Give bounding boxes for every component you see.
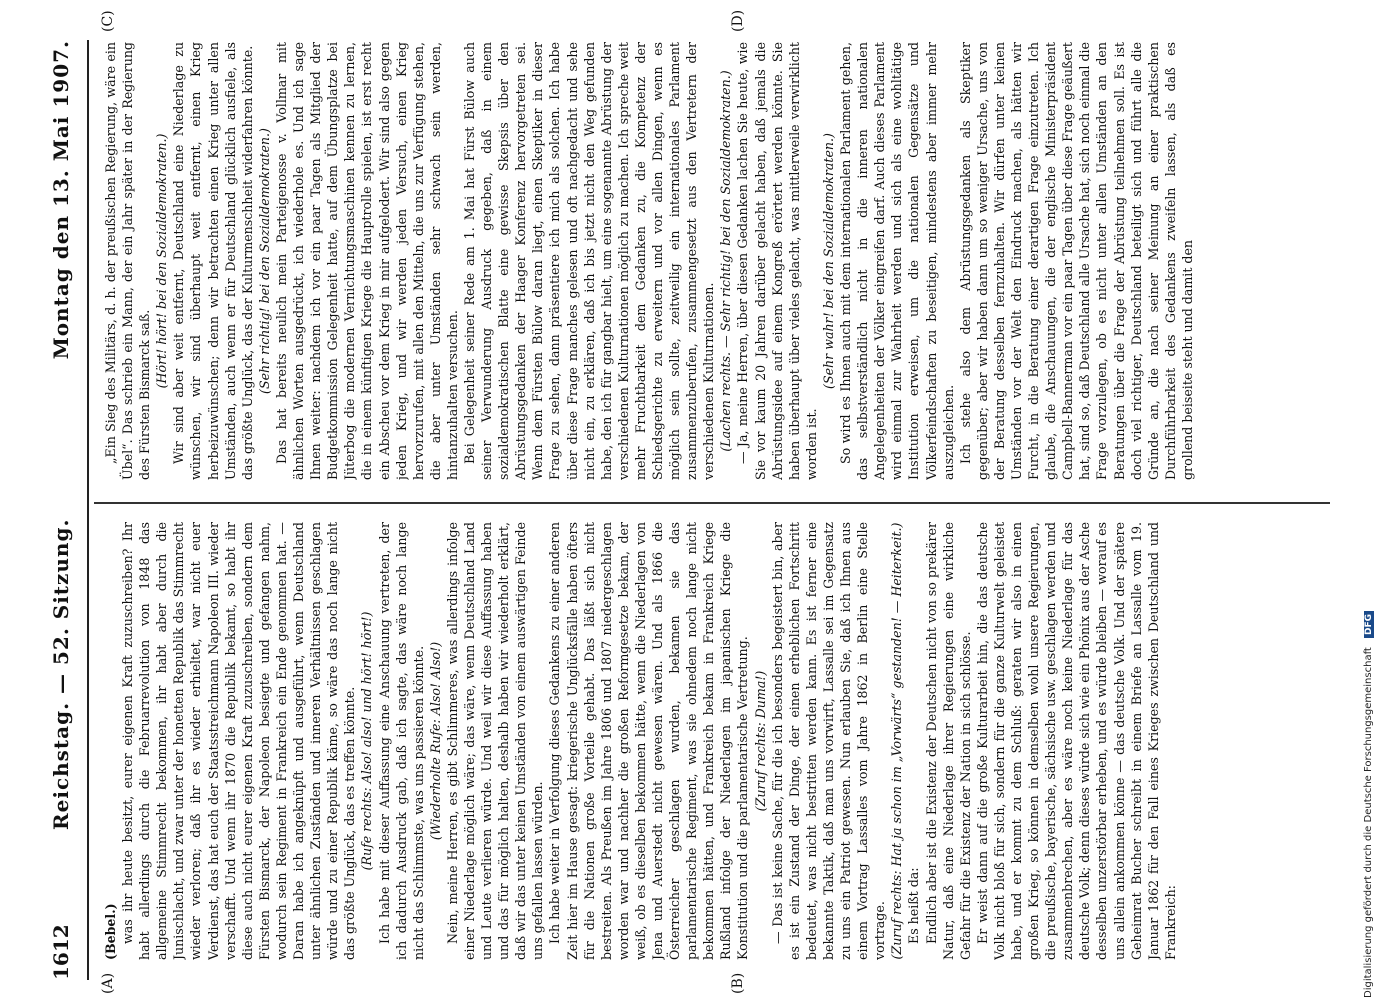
paragraph: Er weist dann auf die große Kulturarbeit hin, die das deutsche Volk nicht bloß für sich, sondern für die ganze Kulturwelt geleistet habe, und er kommt zu dem Schluß: geraten wir also in einen großen Krieg, so können in demselben wohl unsere Regierungen, die preußische, bayerische, sächsische usw. geschlagen werden und zusammenbrechen, aber es wäre noch keine Niederlage für das deutsche Volk; denn dieses würde sich wie ein Phönix aus der Asche desselben unzerstörbar erheben, und es würde bleiben — worauf es uns allein ankommen könne — das deutsche Volk. Und der spätere Geheimrat Bucher schreibt in einem Briefe an Lassalle vom 19. Januar 1862 für den Fall eines Krieges zwischen Deutschland und Frankreich: (974, 522, 1178, 960)
interjection: (Sehr wahr! bei den Sozialdemokraten.) (820, 133, 836, 389)
paragraph: Es heißt da: (906, 867, 922, 944)
text-column-right (102, 42, 1322, 480)
interjection: (Sehr richtig! bei den Sozialdemokraten.) (256, 128, 272, 394)
digitization-credit (1363, 18, 1377, 998)
column-divider (94, 502, 1330, 504)
margin-marker-a: (A) (100, 972, 116, 994)
paragraph: Endlich aber ist die Existenz der Deutschen nicht von so prekärer Natur, daß eine Niederlage ihrer Regierungen eine wirkliche Gefahr für die Existenz der Nation in sich schlösse. (923, 522, 973, 960)
margin-marker-d: (D) (730, 9, 746, 32)
speaker-label: (Bebel.) (103, 903, 118, 960)
paragraph: So wird es Ihnen auch mit dem internationalen Parlament gehen, das selbstverständlich nicht in die inneren nationalen Angelegenheiten der Völker eingreifen darf. Auch dieses Parlament wird einmal zur Wahrheit werden und sich als eine wohltätige Institution erweisen, um die nationalen Gegensätze und Völkerfeindschaften zu beseitigen, mindestens aber immer mehr auszugleichen. (838, 42, 956, 480)
page-header (35, 40, 89, 980)
interjection: (Zuruf rechts: Duma!) (752, 670, 768, 812)
interjection: (Wiederholte Rufe: Also! Also!) (427, 641, 443, 841)
paragraph: Wir sind aber weit entfernt, Deutschland eine Niederlage zu wünschen, wir sind überhaupt weit entfernt, einen Krieg herbeizuwünschen; denn wir betrachten einen Krieg unter allen Umständen, auch wenn er für Deutschland glücklich ausfiele, als das größte Unglück, das der Kulturmenschheit widerfahren könnte. (171, 42, 255, 480)
credit-text: Digitalisierung gefördert durch die Deutsche Forschungsgemeinschaft (1363, 647, 1374, 998)
paragraph: Ich stehe also dem Abrüstungsgedanken als Skeptiker gegenüber; aber wir haben dann um so weniger Ursache, uns von der Beratung desselben fernzuhalten. Wir dürfen unter keinen Umständen vor der Welt den Eindruck machen, als hätten wir Furcht, in die Beratung einer derartigen Frage einzutreten. Ich glaube, die Anschauungen, die der englische Ministerpräsident Campbell-Bannerman vor ein paar Tagen über diese Frage geäußert hat, sind so, daß Deutschland alle Ursache hat, sich noch einmal die Frage vorzulegen, ob es nicht unter allen Umständen an den Beratungen über die Frage der Abrüstung teilnehmen soll. Es ist doch viel richtiger, Deutschland beteiligt sich und führt alle die Gründe an, die nach seiner Meinung an einer praktischen Durchführbarkeit des Gedankens zweifeln lassen, als daß es grollend beiseite steht und damit den (957, 42, 1195, 480)
interjection: (Lachen rechts. — Sehr richtig! bei den Sozialdemokraten.) (718, 70, 734, 452)
rotated-page-content (30, 0, 1330, 1000)
session-title: Reichstag. — 52. Sitzung. (49, 518, 73, 830)
margin-marker-c: (C) (100, 10, 116, 32)
paragraph: Ich habe mit dieser Auffassung eine Anschauung vertreten, der ich dadurch Ausdruck gab, daß ich sagte, das wäre noch lange nicht das Schlimmste, was uns passieren könnte. (376, 522, 426, 960)
interjection: (Zuruf rechts: Hat ja schon im „Vorwärts“ gestanden! — Heiterkeit.) (889, 522, 905, 960)
paragraph: was ihr heute besitzt, eurer eigenen Kraft zuzuschreiben? Ihr habt allerdings durch die Februarrevolution von 1848 das allgemeine Stimmrecht bekommen, ihr habt aber durch die Junischlacht, und zwar unter der honetten Republik das Stimmrecht wieder verloren; daß ihr es wieder erhieltet, war nicht euer Verdienst, das hat euch der Staatsstreichmann Napoleon III. wieder verschafft. Und wenn ihr 1870 die Republik bekamt, so habt ihr diese auch nicht eurer eigenen Kraft zuzuschreiben, sondern dem Fürsten Bismarck, der Napoleon besiegte und gefangen nahm, wodurch sein Regiment in Frankreich ein Ende genommen hat. — Daran habe ich angeknüpft und ausgeführt, wenn Deutschland unter ähnlichen Zuständen und inneren Verhältnissen geschlagen würde und zu einer Republik käme, so wäre das noch lange nicht das größte Unglück, das es treffen könnte. (120, 522, 358, 960)
page-number: 1612 (49, 924, 73, 980)
paragraph: Ich habe weiter in Verfolgung dieses Gedankens zu einer anderen Zeit hier im Hause gesagt: kriegerische Unglücksfälle haben öfters für die Nationen große Vorteile gehabt. Das läßt sich nicht bestreiten. Als Preußen im Jahre 1806 und 1807 niedergeschlagen worden war und nachher die großen Reformgesetze bekam, der weiß, ob es dieselben bekommen hätte, wenn die Niederlagen von Jena und Auerstedt nicht gewesen wären. Und als 1866 die Österreicher geschlagen wurden, bekamen sie das parlamentarische Regiment, was sie ohnedem noch lange nicht bekommen hätten, und Frankreich bekam in Frankreich Kriege Rußland infolge der Niederlagen im japanischen Kriege die Konstitution und die parlamentarische Vertretung. (547, 522, 751, 960)
paragraph: — Das ist keine Sache, für die ich besonders begeistert bin, aber es ist ein Zustand der Dinge, der einen erheblichen Fortschritt bedeutet, was nicht bestritten werden kann. Es ist ferner eine bekannte Taktik, daß man uns vorwirft, Lassalle sei im Gegensatz zu uns ein Patriot gewesen. Nun erlauben Sie, daß ich Ihnen aus einem Vortrag Lassalles vom Jahre 1862 in Berlin eine Stelle vortrage. (769, 522, 888, 960)
paragraph: Bei Gelegenheit seiner Rede am 1. Mai hat Fürst Bülow auch seiner Verwunderung Ausdruck gegeben, daß in einem sozialdemokratischen Blatte eine gewisse Skepsis über den Abrüstungsgedanken der Haager Konferenz hervorgetreten sei. Wenn dem Fürsten Bülow daran liegt, einen Skeptiker in dieser Frage zu sehen, dann präsentiere ich mich als solchen. Ich habe über diese Frage manches gelesen und oft nachgedacht und sehe nicht ein, zu erklären, daß ich bis jetzt nicht den Weg gefunden habe, den ich für gangbar hielt, um eine sogenannte Abrüstung der verschiedenen Kulturnationen möglich zu machen. Ich spreche weit mehr Fruchtbarkeit dem Gedanken zu, die Kompetenz der Schiedsgerichte zu erweitern und vor allen Dingen, wenn es möglich sein sollte, zeitweilig ein internationales Parlament zusammenzuberufen, zusammengesetzt aus den Vertretern der verschiedenen Kulturnationen. (461, 42, 717, 480)
paragraph: — Ja, meine Herren, über diesen Gedanken lachen Sie heute, wie Sie vor kaum 20 Jahren darüber gelacht haben, daß jemals die Abrüstungsidee auf einem Kongreß erörtert werden könnte. Sie haben überhaupt über vieles gelacht, was mittlerweile verwirklicht worden ist. (735, 42, 819, 480)
paragraph: Nein, meine Herren, es gibt Schlimmeres, was allerdings infolge einer Niederlage möglich wäre; das wäre, wenn Deutschland Land und Leute verlieren würde. Und weil wir diese Auffassung haben und das für möglich halten, deshalb haben wir wiederholt erklärt, daß wir das unter keinen Umständen von einem auswärtigen Feinde uns gefallen lassen würden. (444, 522, 546, 960)
dfg-logo: DFG (1364, 611, 1374, 638)
margin-marker-b: (B) (730, 972, 746, 994)
paragraph: Das hat bereits neulich mein Parteigenosse v. Vollmar mit ähnlichen Worten ausgedrückt, ich wiederhole es. Und ich sage Ihnen weiter: nachdem ich vor ein paar Tagen als Mitglied der Budgetkommission Gelegenheit hatte, auf dem Übungsplatze bei Jüterbog die modernen Vernichtungsmaschinen kennen zu lernen, die in einem künftigen Kriege die Hauptrolle spielen, ist erst recht ein Abscheu vor dem Krieg in mir aufgelodert. Wir sind also gegen jeden Krieg, und wir werden jeden Versuch, einen Krieg hervorzurufen, mit allen den Mitteln, die uns zur Verfügung stehen, die aber unter Umständen sehr schwach sein werden, hintanzuhalten versuchen. (273, 42, 460, 480)
text-column-left (102, 522, 1322, 960)
session-date: Montag den 13. Mai 1907. (49, 40, 73, 360)
paragraph: „Ein Sieg des Militärs, d. h. der preußischen Regierung, wäre ein Übel“. Das schrieb ein Mann, der ein Jahr später in der Regierung des Fürsten Bismarck saß. (103, 42, 153, 480)
interjection: (Rufe rechts: Also! also! und hört! hört!) (359, 611, 375, 871)
interjection: (Hört! hört! bei den Sozialdemokraten.) (154, 133, 170, 389)
